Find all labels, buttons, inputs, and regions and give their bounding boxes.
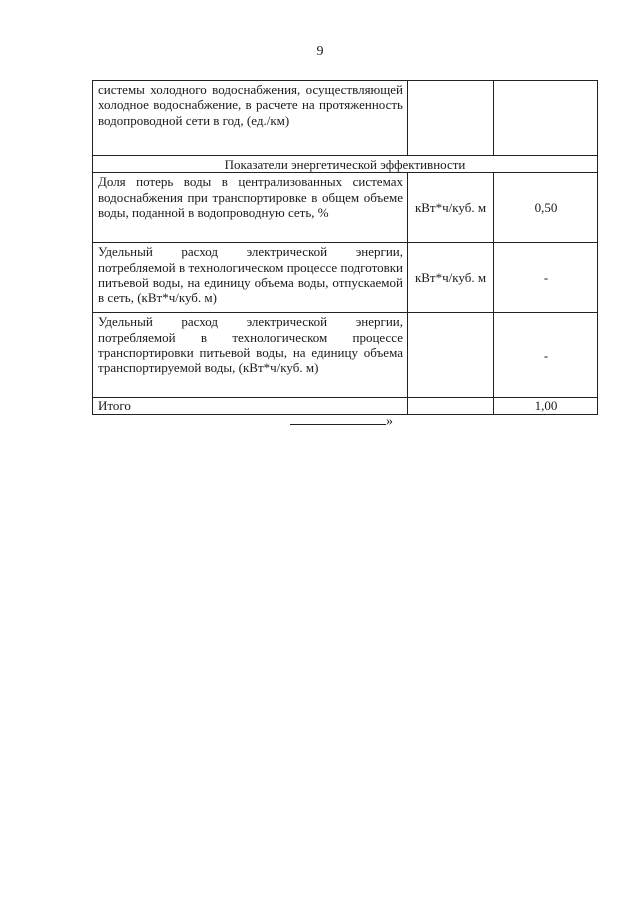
section-header-row [93,156,598,173]
indicator-unit-cell: кВт*ч/куб. м [408,173,494,243]
table-row [93,243,598,313]
indicator-value-cell: - [494,313,598,398]
indicator-value-cell: - [494,243,598,313]
indicator-value-cell [494,81,598,156]
table-row [93,173,598,243]
page-number: 9 [316,44,324,59]
indicators-table [92,80,598,415]
indicator-name-cell: Удельный расход электрической энергии, потребляемой в технологическом процессе транспортировки питьевой воды, на единицу объема транспортируемой воды, (кВт*ч/куб. м) [93,313,408,398]
signature-line [290,412,386,425]
indicator-unit-cell [408,313,494,398]
indicator-unit-cell [408,81,494,156]
section-header: Показатели энергетической эффективности [93,156,598,173]
table-row [93,313,598,398]
total-unit-cell [408,398,494,415]
total-label: Итого [93,398,408,415]
closing-quote: » [386,414,393,429]
total-value: 1,00 [494,398,598,415]
indicator-unit-cell: кВт*ч/куб. м [408,243,494,313]
closing-mark [290,412,400,430]
indicator-name-cell: Удельный расход электрической энергии, потребляемой в технологическом процессе подготовки питьевой воды, на единицу объема воды, отпускаемой в сеть, (кВт*ч/куб. м) [93,243,408,313]
indicator-name-cell: Доля потерь воды в централизованных системах водоснабжения при транспортировке в общем объеме воды, поданной в водопроводную сеть, % [93,173,408,243]
indicator-value-cell: 0,50 [494,173,598,243]
table-row [93,81,598,156]
indicator-name-cell: системы холодного водоснабжения, осуществляющей холодное водоснабжение, в расчете на протяженность водопроводной сети в год, (ед./км) [93,81,408,156]
